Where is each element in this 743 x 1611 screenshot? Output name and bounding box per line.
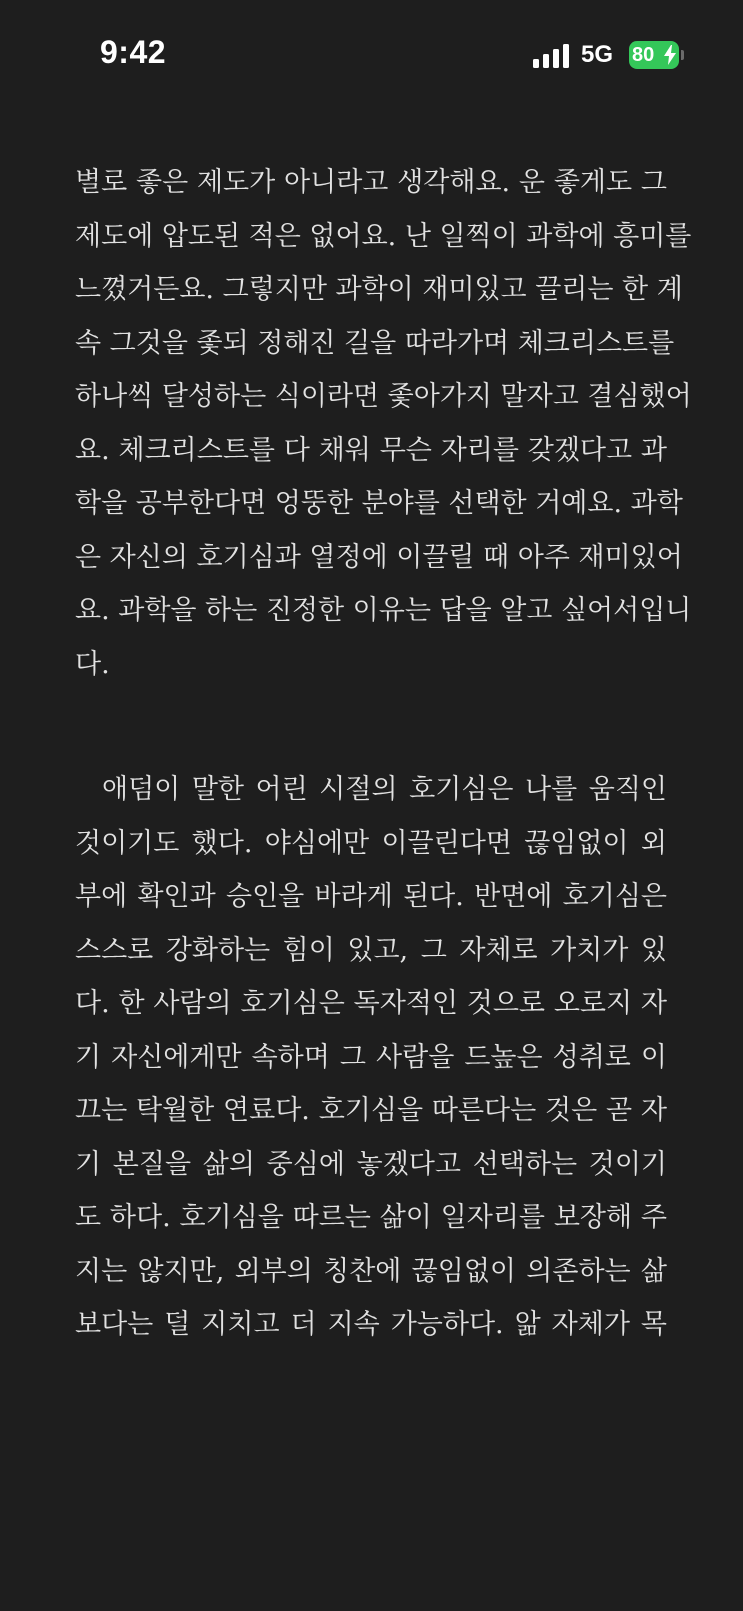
text-line: 부에 확인과 승인을 바라게 된다. 반면에 호기심은	[75, 881, 667, 912]
text-line: 보다는 덜 지치고 더 지속 가능하다. 앎 자체가 목	[75, 1309, 667, 1340]
text-line: 스스로 강화하는 힘이 있고, 그 자체로 가치가 있	[75, 934, 667, 966]
text-line: 하나씩 달성하는 식이라면 좇아가지 말자고 결심했어	[75, 381, 692, 412]
network-type-label: 5G	[581, 41, 614, 68]
text-line: 도 하다. 호기심을 따르는 삶이 일자리를 보장해 주	[75, 1202, 667, 1233]
text-line: 요. 체크리스트를 다 채워 무슨 자리를 갖겠다고 과	[75, 434, 667, 466]
text-line: 은 자신의 호기심과 열정에 이끌릴 때 아주 재미있어	[75, 541, 683, 573]
text-line: 것이기도 했다. 야심에만 이끌린다면 끊임없이 외	[75, 827, 667, 859]
paragraph-1	[75, 156, 692, 691]
ebook-reader-page[interactable]	[75, 156, 692, 1352]
charging-bolt-icon	[663, 45, 677, 65]
text-line: 학을 공부한다면 엉뚱한 분야를 선택한 거예요. 과학	[75, 488, 683, 519]
battery-charging-icon	[629, 41, 679, 69]
status-bar	[0, 0, 743, 112]
text-line: 끄는 탁월한 연료다. 호기심을 따른다는 것은 곧 자	[75, 1095, 667, 1126]
cellular-signal-icon	[533, 44, 571, 68]
text-line: 애덤이 말한 어린 시절의 호기심은 나를 움직인	[102, 774, 667, 805]
text-line: 별로 좋은 제도가 아니라고 생각해요. 운 좋게도 그	[75, 167, 667, 198]
text-line: 다.	[75, 648, 110, 680]
text-line: 요. 과학을 하는 진정한 이유는 답을 알고 싶어서입니	[75, 595, 692, 626]
text-line: 제도에 압도된 적은 없어요. 난 일찍이 과학에 흥미를	[75, 220, 692, 252]
paragraph-2	[75, 763, 667, 1352]
text-line: 기 본질을 삶의 중심에 놓겠다고 선택하는 것이기	[75, 1148, 667, 1180]
battery-level: 80	[632, 44, 655, 66]
paragraph-spacer	[75, 691, 667, 763]
text-line: 속 그것을 좇되 정해진 길을 따라가며 체크리스트를	[75, 327, 675, 359]
text-line: 지는 않지만, 외부의 칭찬에 끊임없이 의존하는 삶	[75, 1255, 667, 1287]
status-time: 9:42	[100, 34, 167, 70]
text-line: 느꼈거든요. 그렇지만 과학이 재미있고 끌리는 한 계	[75, 274, 683, 305]
text-line: 기 자신에게만 속하며 그 사람을 드높은 성취로 이	[75, 1041, 667, 1073]
battery-cap	[681, 50, 684, 60]
text-line: 다. 한 사람의 호기심은 독자적인 것으로 오로지 자	[75, 988, 667, 1019]
